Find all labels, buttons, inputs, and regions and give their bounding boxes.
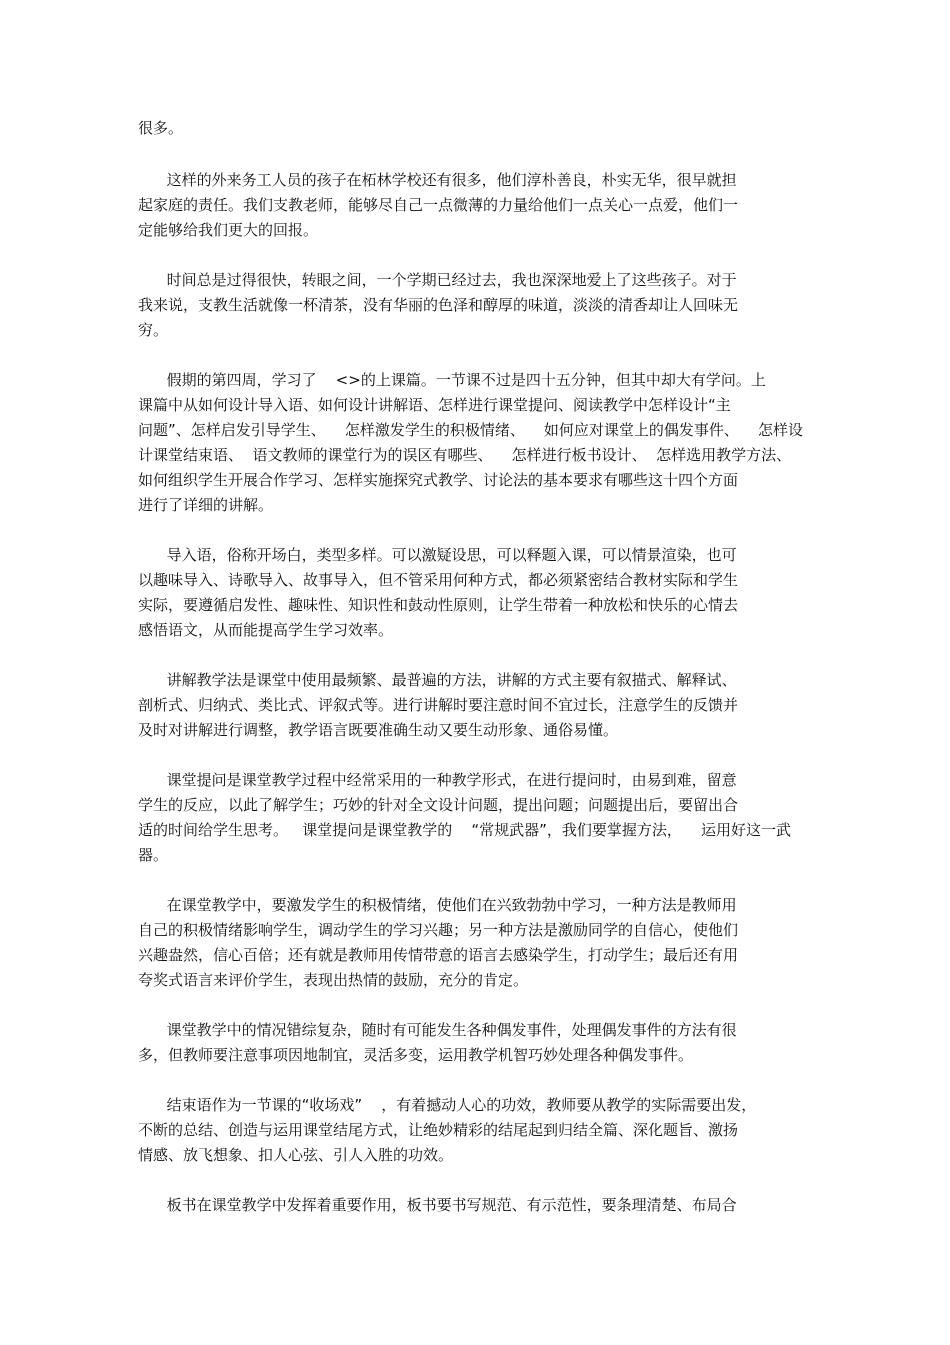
text-line: 课堂提问是课堂教学过程中经常采用的一种教学形式，在进行提问时，由易到难，留意 bbox=[138, 771, 737, 789]
text-line: 适的时间给学生思考。 课堂提问是课堂教学的 “常规武器”，我们要掌握方法， 运用好这一武 bbox=[138, 821, 791, 839]
text-line: 时间总是过得很快，转眼之间，一个学期已经过去，我也深深地爱上了这些孩子。对于 bbox=[138, 271, 737, 289]
text-line: 在课堂教学中，要激发学生的积极情绪，使他们在兴致勃勃中学习，一种方法是教师用 bbox=[138, 896, 737, 914]
text-line: 实际，要遵循启发性、趣味性、知识性和鼓动性原则，让学生带着一种放松和快乐的心情去 bbox=[138, 596, 739, 614]
text-line: 板书在课堂教学中发挥着重要作用，板书要书写规范、有示范性，要条理清楚、布局合 bbox=[138, 1196, 737, 1214]
text-line: 很多。 bbox=[138, 119, 184, 137]
text-line: 多，但教师要注意事项因地制宜，灵活多变，运用教学机智巧妙处理各种偶发事件。 bbox=[138, 1046, 694, 1064]
text-line: 这样的外来务工人员的孩子在柘林学校还有很多，他们淳朴善良，朴实无华，很早就担 bbox=[138, 171, 737, 189]
text-line: 定能够给我们更大的回报。 bbox=[138, 221, 319, 239]
text-line: 器。 bbox=[138, 846, 169, 864]
text-line: 及时对讲解进行调整，教学语言既要准确生动又要生动形象、通俗易懂。 bbox=[138, 721, 619, 739]
text-line: 课堂教学中的情况错综复杂，随时有可能发生各种偶发事件，处理偶发事件的方法有很 bbox=[138, 1021, 737, 1039]
text-line: 情感、放飞想象、扣人心弦、引人入胜的功效。 bbox=[138, 1146, 454, 1164]
text-line: 计课堂结束语、 语文教师的课堂行为的误区有哪些、 怎样进行板书设计、 怎样选用教学方法、 bbox=[138, 446, 792, 464]
text-line: 假期的第四周，学习了 <>的上课篇。一节课不过是四十五分钟，但其中却大有学问。上 bbox=[138, 371, 766, 389]
text-line: 自己的积极情绪影响学生，调动学生的学习兴趣；另一种方法是激励同学的自信心，使他们 bbox=[138, 921, 739, 939]
text-line: 我来说，支教生活就像一杯清茶，没有华丽的色泽和醇厚的味道，淡淡的清香却让人回味无 bbox=[138, 296, 739, 314]
text-line: 感悟语文，从而能提高学生学习效率。 bbox=[138, 621, 394, 639]
text-line: 夸奖式语言来评价学生，表现出热情的鼓励，充分的肯定。 bbox=[138, 971, 529, 989]
text-line: 如何组织学生开展合作学习、怎样实施探究式教学、讨论法的基本要求有哪些这十四个方面 bbox=[138, 471, 739, 489]
text-line: 学生的反应，以此了解学生；巧妙的针对全文设计问题，提出问题；问题提出后，要留出合 bbox=[138, 796, 739, 814]
text-line: 讲解教学法是课堂中使用最频繁、最普遍的方法，讲解的方式主要有叙描式、解释试、 bbox=[138, 671, 737, 689]
text-line: 起家庭的责任。我们支教老师，能够尽自己一点微薄的力量给他们一点关心一点爱，他们一 bbox=[138, 196, 739, 214]
text-line: 导入语，俗称开场白，类型多样。可以激疑设思，可以释题入课，可以情景渲染，也可 bbox=[138, 546, 737, 564]
text-line: 问题”、怎样启发引导学生、 怎样激发学生的积极情绪、 如何应对课堂上的偶发事件、 怎样设 bbox=[138, 421, 803, 439]
text-line: 不断的总结、创造与运用课堂结尾方式，让绝妙精彩的结尾起到归结全篇、深化题旨、激扬 bbox=[138, 1121, 739, 1139]
text-line: 穷。 bbox=[138, 321, 169, 339]
text-line: 兴趣盎然，信心百倍；还有就是教师用传情带意的语言去感染学生，打动学生；最后还有用 bbox=[138, 946, 739, 964]
text-line: 以趣味导入、诗歌导入、故事导入，但不管采用何种方式，都必须紧密结合教材实际和学生 bbox=[138, 571, 739, 589]
text-line: 进行了详细的讲解。 bbox=[138, 496, 274, 514]
text-line: 结束语作为一节课的“收场戏” ，有着撼动人心的功效，教师要从教学的实际需要出发， bbox=[138, 1096, 757, 1114]
text-line: 剖析式、归纳式、类比式、评叙式等。进行讲解时要注意时间不宜过长，注意学生的反馈并 bbox=[138, 696, 739, 714]
text-line: 课篇中从如何设计导入语、如何设计讲解语、怎样进行课堂提问、阅读教学中怎样设计“主 bbox=[138, 396, 731, 414]
